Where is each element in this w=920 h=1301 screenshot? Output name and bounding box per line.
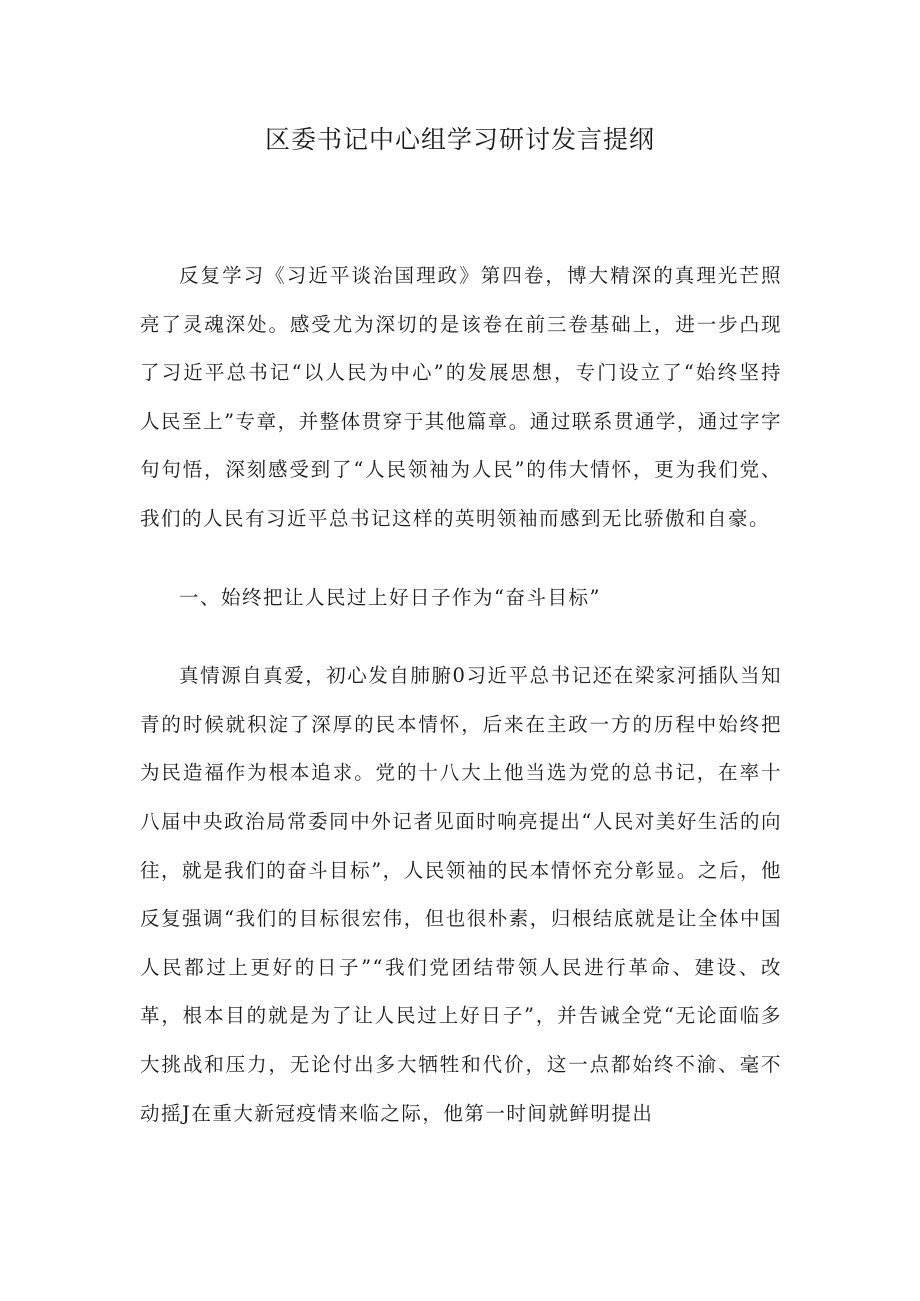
document-body: [140, 252, 782, 1138]
section-heading: 一、始终把让人民过上好日子作为“奋斗目标”: [179, 585, 601, 609]
paragraph-gap: [140, 544, 782, 574]
intro-paragraph: 反复学习《习近平谈治国理政》第四卷，博大精深的真理光芒照亮了灵魂深处。感受尤为深切的是该卷在前三卷基础上，进一步凸现了习近平总书记“以人民为中心”的发展思想，专门设立了“始终坚持人民至上”专章，并整体贯穿于其他篇章。通过联系贯通学，通过字字句句悟，深刻感受到了“人民领袖为人民”的伟大情怀，更为我们党、我们的人民有习近平总书记这样的英明领袖而感到无比骄傲和自豪。: [140, 264, 782, 530]
document-title: 区委书记中心组学习研讨发言提纲: [264, 125, 655, 154]
section-paragraph: 真情源自真爱，初心发自肺腑0习近平总书记还在梁家河插队当知青的时候就积淀了深厚的民本情怀，后来在主政一方的历程中始终把为民造福作为根本追求。党的十八大上他当选为党的总书记，在率十八届中央政治局常委同中外记者见面时响亮提出“人民对美好生活的向往，就是我们的奋斗目标”，人民领袖的民本情怀充分彰显。之后，他反复强调“我们的目标很宏伟，但也很朴素，归根结底就是让全体中国人民都过上更好的日子”“我们党团结带领人民进行革命、建设、改革，根本目的就是为了让人民过上好日子”，并告诫全党“无论面临多大挑战和压力，无论付出多大牺牲和代价，这一点都始终不渝、毫不动摇J在重大新冠疫情来临之际，他第一时间就鲜明提出: [140, 664, 782, 1125]
paragraph-gap: [140, 622, 782, 652]
